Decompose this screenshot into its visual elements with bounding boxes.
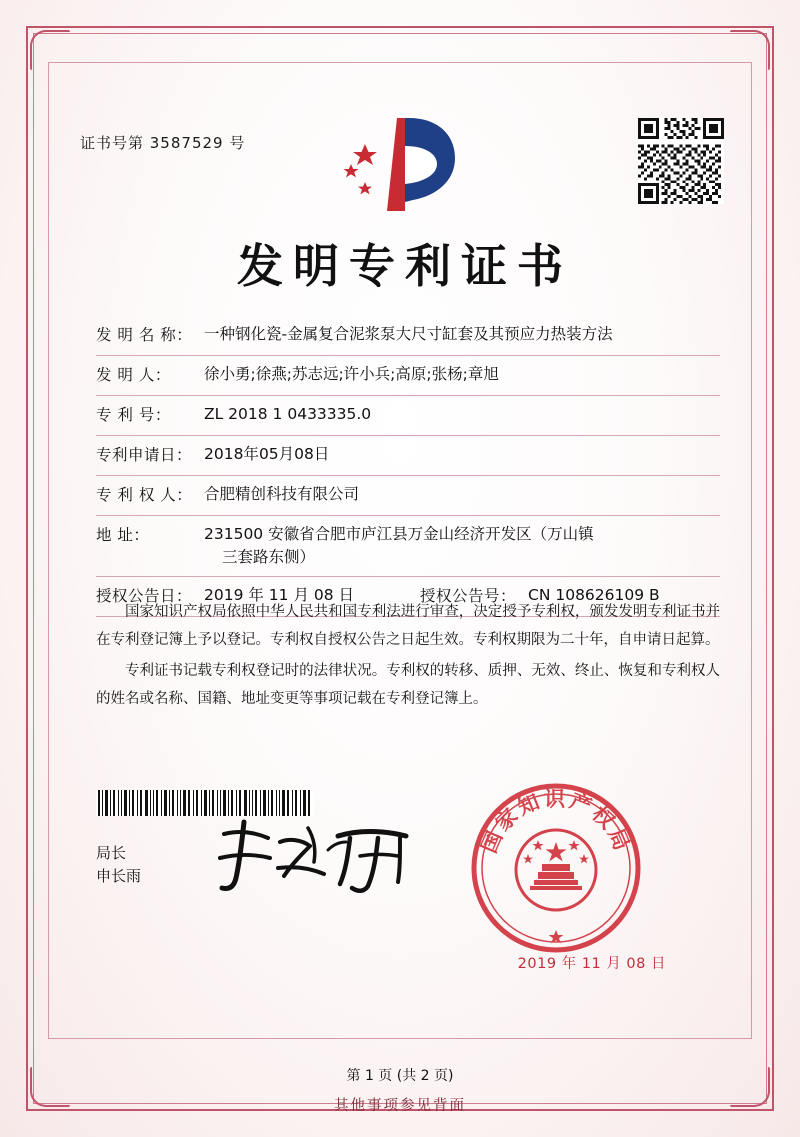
field-value-address <box>204 523 720 570</box>
field-inventors <box>96 356 720 396</box>
field-value-grant-date: 2019 年 11 月 08 日 <box>204 585 355 604</box>
legal-paragraph-2: 专利证书记载专利权登记时的法律状况。专利权的转移、质押、无效、终止、恢复和专利权人的姓名或名称、国籍、地址变更等事项记载在专利登记簿上。 <box>96 662 720 707</box>
field-label-application-date: 专利申请日： <box>96 446 193 464</box>
field-label-inventors: 发 明 人： <box>96 366 171 384</box>
cnipa-emblem-icon <box>335 112 465 217</box>
seal-date: 2019 年 11 月 08 日 <box>517 956 666 972</box>
field-address <box>96 516 720 577</box>
field-value-grant-number: CN 108626109 B <box>528 585 660 604</box>
certificate-number: 证书号第 3587529 号 <box>80 134 246 152</box>
page-title: 发明专利证书 <box>237 239 573 293</box>
corner-ornament-top-left <box>30 30 88 88</box>
field-label-invention-title: 发 明 名 称： <box>96 326 193 344</box>
field-value-patent-number: ZL 2018 1 0433335.0 <box>204 405 372 423</box>
field-label-patent-number: 专 利 号： <box>96 406 171 424</box>
field-invention-title <box>96 316 720 356</box>
certificate-fields <box>96 316 720 617</box>
field-value-invention-title: 一种钢化瓷-金属复合泥浆泵大尺寸缸套及其预应力热装方法 <box>204 325 613 343</box>
field-value-patentee: 合肥精创科技有限公司 <box>204 485 360 503</box>
barcode <box>96 790 314 816</box>
field-patent-number <box>96 396 720 436</box>
director-name: 申长雨 <box>96 867 142 886</box>
signature-block <box>96 842 141 889</box>
page-indicator: 第 1 页 (共 2 页) <box>346 1068 454 1084</box>
director-role-label: 局长 <box>96 844 127 862</box>
field-patentee <box>96 476 720 516</box>
handwritten-signature <box>210 816 440 896</box>
legal-paragraph-1: 国家知识产权局依照中华人民共和国专利法进行审查，决定授予专利权，颁发发明专利证书并在专利登记簿上予以登记。专利权自授权公告之日起生效。专利权期限为二十年，自申请日起算。 <box>96 604 720 649</box>
field-value-inventors: 徐小勇;徐燕;苏志远;许小兵;高原;张杨;章旭 <box>204 365 499 383</box>
address-line-2: 三套路东侧） <box>222 548 316 567</box>
qr-code <box>638 118 724 204</box>
field-value-application-date: 2018年05月08日 <box>204 445 330 463</box>
field-label-grant-number: 授权公告号： <box>420 586 517 605</box>
certificate-content <box>70 90 730 1084</box>
field-label-grant-date: 授权公告日： <box>96 586 193 605</box>
footer-note: 其他事项参见背面 <box>334 1098 466 1114</box>
field-application-date <box>96 436 720 476</box>
official-seal <box>468 780 644 956</box>
field-label-address: 地 址： <box>96 526 150 544</box>
legal-text-block <box>96 598 720 715</box>
field-label-patentee: 专 利 权 人： <box>96 486 193 504</box>
address-line-1: 231500 安徽省合肥市庐江县万金山经济开发区（万山镇 <box>204 525 594 543</box>
corner-ornament-top-right <box>712 30 770 88</box>
svg-text:国家知识产权局: 国家知识产权局 <box>476 786 636 857</box>
